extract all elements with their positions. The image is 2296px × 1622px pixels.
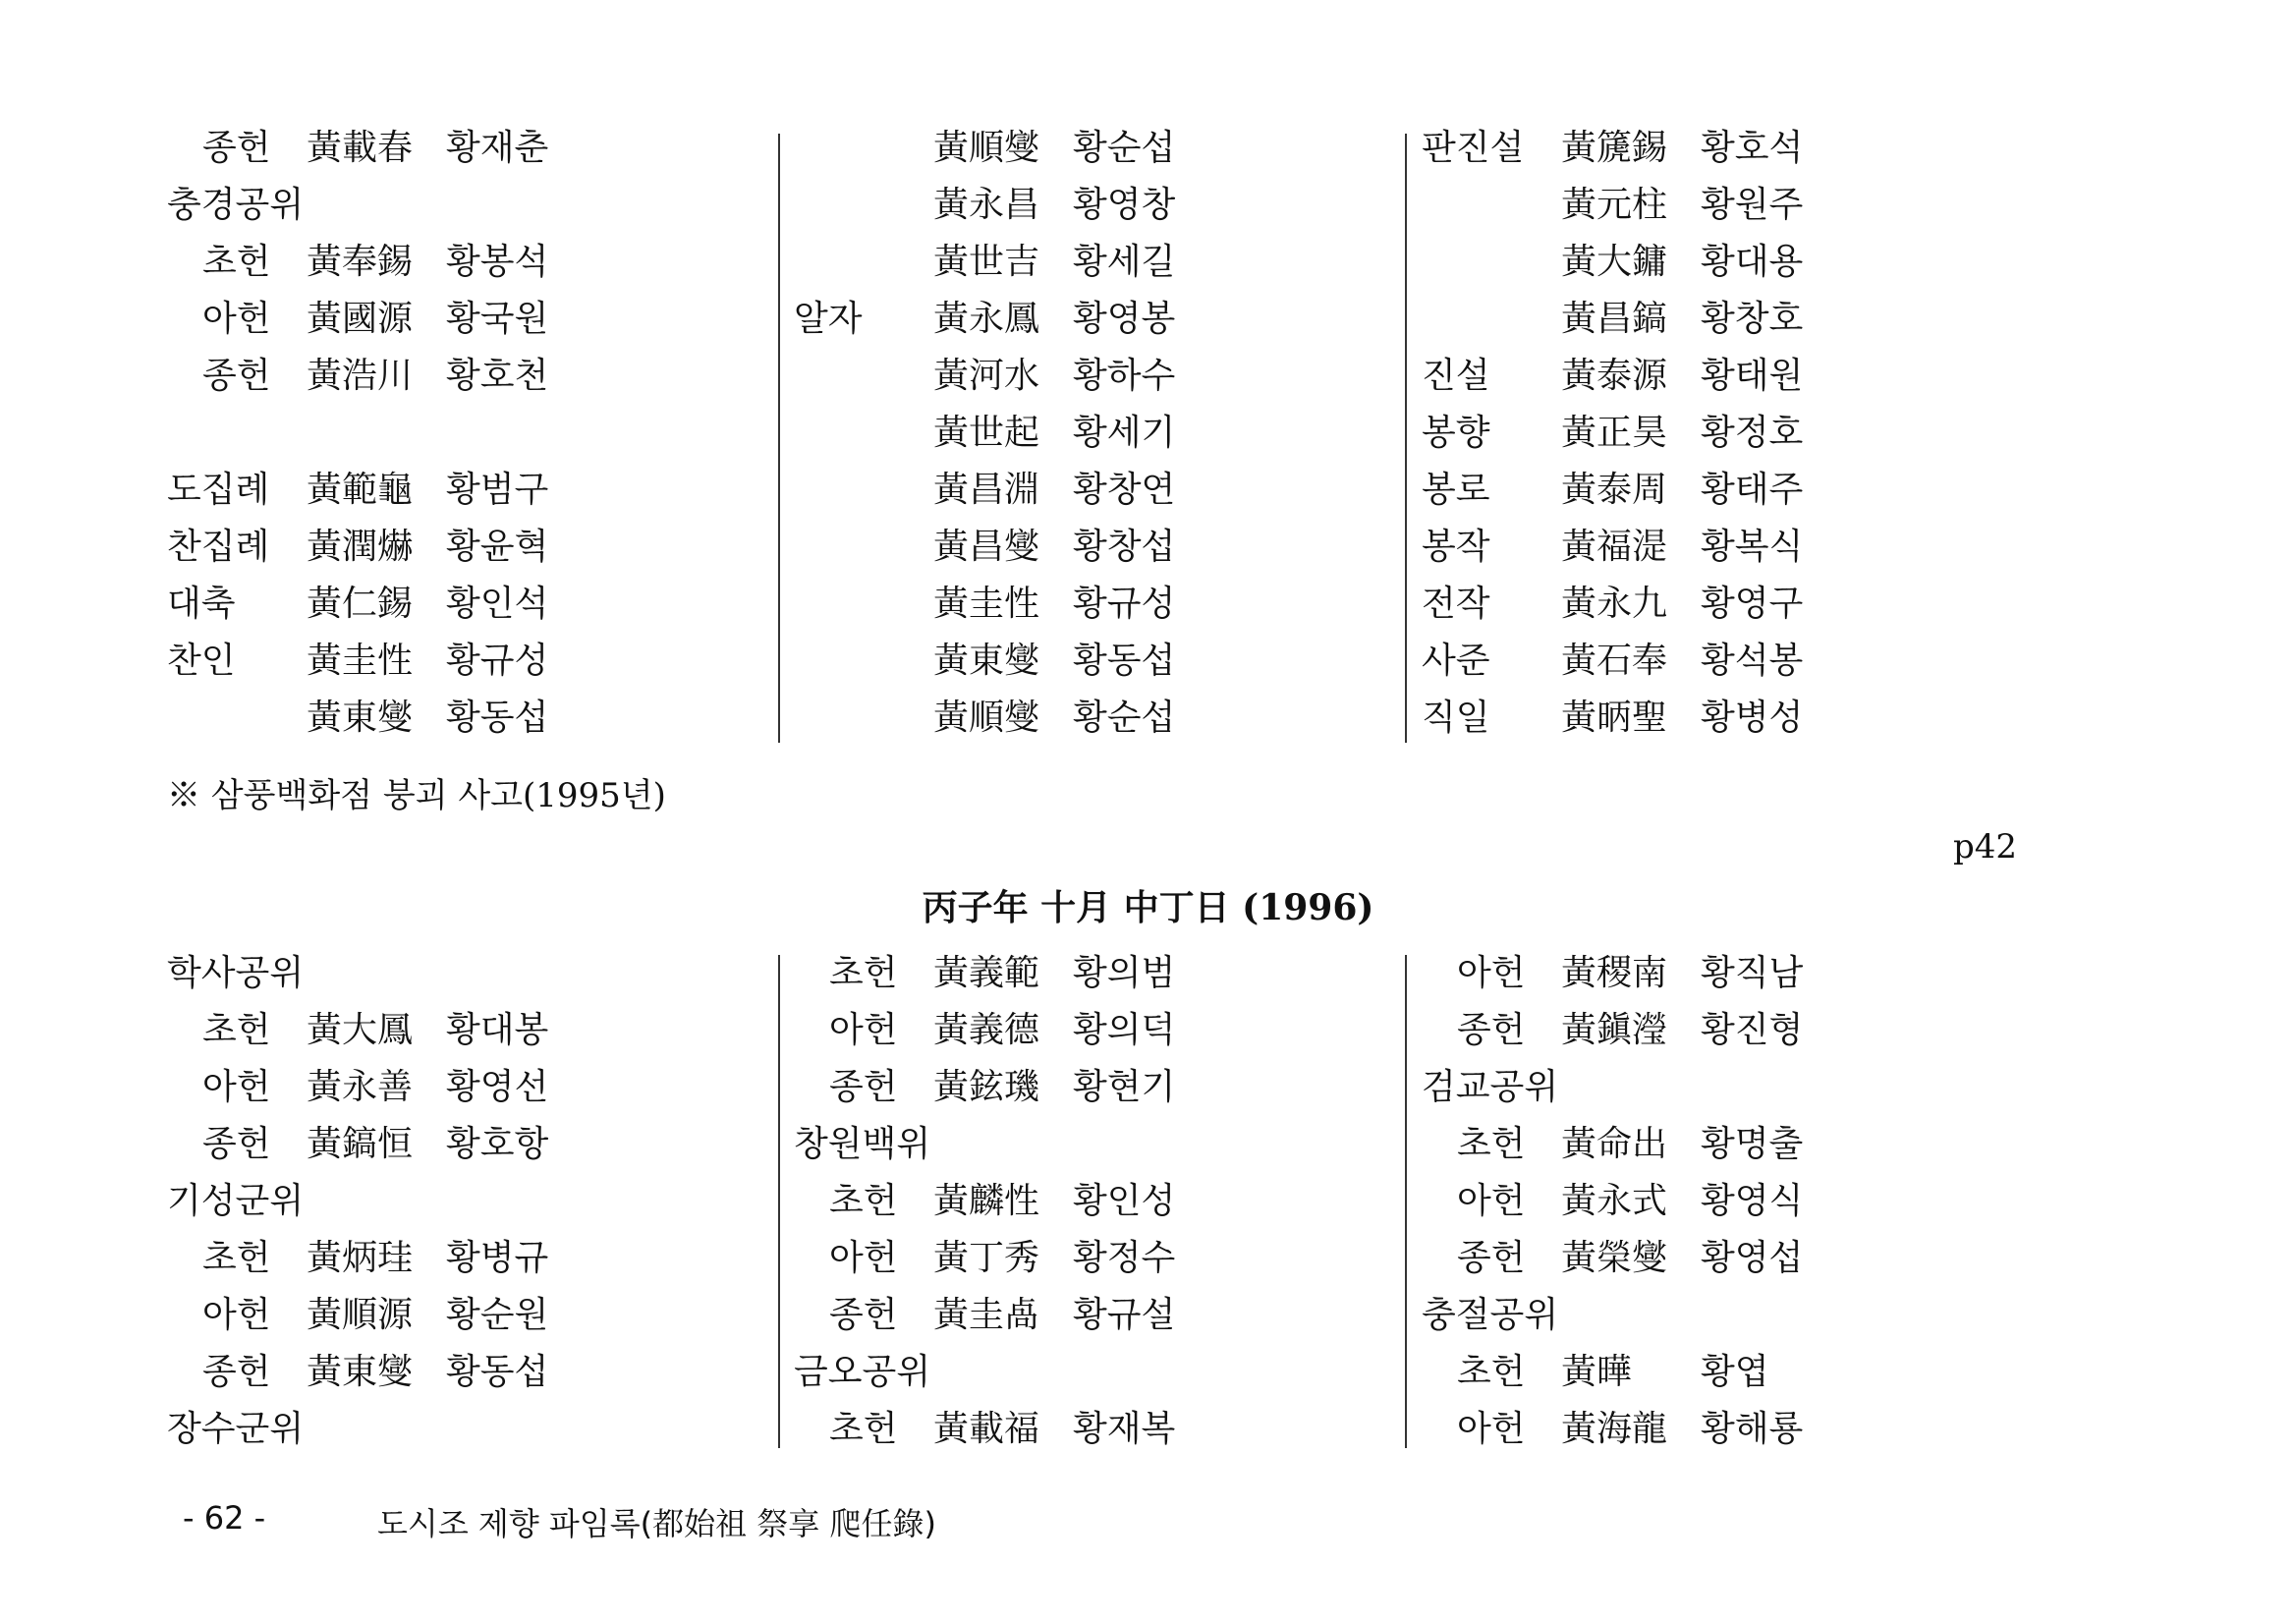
- footer-page-number: - 62 -: [183, 1499, 266, 1537]
- name-hanja: 黃大鏞: [1561, 242, 1668, 282]
- name-hanja: 黃義德: [933, 1010, 1040, 1050]
- name-hangul: 황병규: [446, 1238, 549, 1278]
- name-hangul: 황창호: [1701, 299, 1804, 339]
- role-label: 찬인: [167, 641, 236, 681]
- name-hanja: 黃圭性: [933, 584, 1040, 624]
- group-heading: 창원백위: [794, 1124, 931, 1164]
- name-hanja: 黃永式: [1561, 1181, 1668, 1221]
- name-hanja: 黃稷南: [1561, 953, 1668, 993]
- name-hangul: 황명출: [1701, 1124, 1804, 1164]
- name-hangul: 황정호: [1701, 413, 1804, 453]
- role-label: 종헌: [202, 1352, 271, 1392]
- group-heading: 기성군위: [167, 1181, 305, 1221]
- name-hanja: 黃正昊: [1561, 413, 1668, 453]
- footer-book-title: 도시조 제향 파임록(都始祖 祭享 爬任錄): [377, 1505, 936, 1542]
- name-hanja: 黃仁錫: [307, 584, 414, 624]
- name-hangul: 황직남: [1701, 953, 1804, 993]
- group-heading: 학사공위: [167, 953, 305, 993]
- section-title: 丙子年 十月 中丁日 (1996): [922, 887, 1374, 928]
- name-hangul: 황세길: [1073, 242, 1176, 282]
- name-hanja: 黃東燮: [307, 698, 414, 738]
- name-hanja: 黃命出: [1561, 1124, 1668, 1164]
- page-label: p42: [1953, 827, 2018, 867]
- name-hangul: 황호항: [446, 1124, 549, 1164]
- name-hanja: 黃鎭瀅: [1561, 1010, 1668, 1050]
- name-hangul: 황봉석: [446, 242, 549, 282]
- group-heading: 충경공위: [167, 185, 305, 225]
- group-heading: 검교공위: [1422, 1067, 1559, 1107]
- role-label: 초헌: [202, 1010, 271, 1050]
- name-hanja: 黃昌鎬: [1561, 299, 1668, 339]
- name-hangul: 황동섭: [446, 1352, 549, 1392]
- column-divider: [778, 955, 780, 1448]
- role-label: 아헌: [202, 1295, 271, 1335]
- name-hangul: 황의덕: [1073, 1010, 1176, 1050]
- name-hanja: 黃福湜: [1561, 527, 1668, 567]
- name-hanja: 黃國源: [307, 299, 414, 339]
- name-hangul: 황재복: [1073, 1409, 1176, 1449]
- name-hanja: 黃範龜: [307, 470, 414, 510]
- name-hanja: 黃曄: [1561, 1352, 1633, 1392]
- role-label: 종헌: [202, 128, 271, 168]
- group-heading: 충절공위: [1422, 1295, 1559, 1335]
- role-label: 종헌: [202, 1124, 271, 1164]
- name-hanja: 黃載春: [307, 128, 414, 168]
- group-heading: 금오공위: [794, 1352, 931, 1392]
- name-hangul: 황해룡: [1701, 1409, 1804, 1449]
- name-hanja: 黃圭卨: [933, 1295, 1040, 1335]
- name-hangul: 황윤혁: [446, 527, 549, 567]
- role-label: 초헌: [1457, 1352, 1526, 1392]
- role-label: 진설: [1422, 356, 1490, 396]
- name-hanja: 黃圭性: [307, 641, 414, 681]
- name-hanja: 黃順燮: [933, 128, 1040, 168]
- name-hanja: 黃元柱: [1561, 185, 1668, 225]
- name-hangul: 황순원: [446, 1295, 549, 1335]
- name-hangul: 황영구: [1701, 584, 1804, 624]
- name-hangul: 황태주: [1701, 470, 1804, 510]
- name-hangul: 황규성: [446, 641, 549, 681]
- footnote: ※ 삼풍백화점 붕괴 사고(1995년): [167, 776, 666, 815]
- name-hanja: 黃泰周: [1561, 470, 1668, 510]
- name-hanja: 黃麟性: [933, 1181, 1040, 1221]
- name-hanja: 黃東燮: [307, 1352, 414, 1392]
- name-hangul: 황대봉: [446, 1010, 549, 1050]
- name-hangul: 황원주: [1701, 185, 1804, 225]
- role-label: 봉로: [1422, 470, 1490, 510]
- name-hangul: 황범구: [446, 470, 549, 510]
- role-label: 종헌: [829, 1067, 898, 1107]
- name-hangul: 황인석: [446, 584, 549, 624]
- role-label: 종헌: [829, 1295, 898, 1335]
- role-label: 직일: [1422, 698, 1490, 738]
- name-hanja: 黃鉉璣: [933, 1067, 1040, 1107]
- role-label: 아헌: [829, 1010, 898, 1050]
- role-label: 판진설: [1422, 128, 1525, 168]
- name-hangul: 황동섭: [1073, 641, 1176, 681]
- name-hangul: 황영섭: [1701, 1238, 1804, 1278]
- name-hangul: 황엽: [1701, 1352, 1769, 1392]
- role-label: 초헌: [202, 1238, 271, 1278]
- name-hangul: 황복식: [1701, 527, 1804, 567]
- role-label: 종헌: [202, 356, 271, 396]
- name-hangul: 황인성: [1073, 1181, 1176, 1221]
- name-hangul: 황진형: [1701, 1010, 1804, 1050]
- name-hanja: 黃永九: [1561, 584, 1668, 624]
- name-hangul: 황영선: [446, 1067, 549, 1107]
- role-label: 초헌: [829, 953, 898, 993]
- name-hangul: 황태원: [1701, 356, 1804, 396]
- name-hangul: 황영봉: [1073, 299, 1176, 339]
- name-hanja: 黃石奉: [1561, 641, 1668, 681]
- column-divider: [778, 134, 780, 743]
- name-hanja: 黃昞聖: [1561, 698, 1668, 738]
- name-hangul: 황동섭: [446, 698, 549, 738]
- role-label: 알자: [794, 299, 863, 339]
- name-hanja: 黃炳珪: [307, 1238, 414, 1278]
- name-hanja: 黃浩川: [307, 356, 414, 396]
- name-hanja: 黃永善: [307, 1067, 414, 1107]
- name-hangul: 황의범: [1073, 953, 1176, 993]
- name-hanja: 黃篪錫: [1561, 128, 1668, 168]
- name-hangul: 황규성: [1073, 584, 1176, 624]
- name-hanja: 黃海龍: [1561, 1409, 1668, 1449]
- role-label: 아헌: [1457, 1409, 1526, 1449]
- role-label: 종헌: [1457, 1238, 1526, 1278]
- column-divider: [1405, 955, 1407, 1448]
- name-hanja: 黃奉錫: [307, 242, 414, 282]
- role-label: 아헌: [202, 299, 271, 339]
- role-label: 도집례: [167, 470, 270, 510]
- name-hanja: 黃鎬恒: [307, 1124, 414, 1164]
- role-label: 사준: [1422, 641, 1490, 681]
- name-hangul: 황창연: [1073, 470, 1176, 510]
- name-hangul: 황대용: [1701, 242, 1804, 282]
- name-hangul: 황하수: [1073, 356, 1176, 396]
- name-hanja: 黃昌淵: [933, 470, 1040, 510]
- role-label: 대축: [167, 584, 236, 624]
- role-label: 초헌: [829, 1181, 898, 1221]
- role-label: 아헌: [1457, 953, 1526, 993]
- name-hanja: 黃泰源: [1561, 356, 1668, 396]
- name-hanja: 黃永昌: [933, 185, 1040, 225]
- name-hanja: 黃榮燮: [1561, 1238, 1668, 1278]
- name-hangul: 황재춘: [446, 128, 549, 168]
- name-hangul: 황병성: [1701, 698, 1804, 738]
- role-label: 아헌: [1457, 1181, 1526, 1221]
- role-label: 초헌: [829, 1409, 898, 1449]
- name-hanja: 黃義範: [933, 953, 1040, 993]
- role-label: 봉향: [1422, 413, 1490, 453]
- role-label: 찬집례: [167, 527, 270, 567]
- name-hanja: 黃世起: [933, 413, 1040, 453]
- name-hangul: 황순섭: [1073, 698, 1176, 738]
- name-hanja: 黃潤爀: [307, 527, 414, 567]
- name-hangul: 황규설: [1073, 1295, 1176, 1335]
- role-label: 봉작: [1422, 527, 1490, 567]
- role-label: 전작: [1422, 584, 1490, 624]
- name-hangul: 황정수: [1073, 1238, 1176, 1278]
- name-hanja: 黃順源: [307, 1295, 414, 1335]
- name-hanja: 黃永鳳: [933, 299, 1040, 339]
- name-hangul: 황영식: [1701, 1181, 1804, 1221]
- name-hanja: 黃大鳳: [307, 1010, 414, 1050]
- name-hangul: 황호석: [1701, 128, 1804, 168]
- role-label: 초헌: [1457, 1124, 1526, 1164]
- role-label: 종헌: [1457, 1010, 1526, 1050]
- name-hangul: 황세기: [1073, 413, 1176, 453]
- name-hanja: 黃順燮: [933, 698, 1040, 738]
- column-divider: [1405, 134, 1407, 743]
- name-hanja: 黃昌燮: [933, 527, 1040, 567]
- name-hangul: 황석봉: [1701, 641, 1804, 681]
- name-hanja: 黃世吉: [933, 242, 1040, 282]
- name-hangul: 황창섭: [1073, 527, 1176, 567]
- name-hangul: 황영창: [1073, 185, 1176, 225]
- name-hanja: 黃載福: [933, 1409, 1040, 1449]
- name-hangul: 황국원: [446, 299, 549, 339]
- name-hanja: 黃東燮: [933, 641, 1040, 681]
- role-label: 아헌: [829, 1238, 898, 1278]
- name-hangul: 황현기: [1073, 1067, 1176, 1107]
- role-label: 초헌: [202, 242, 271, 282]
- name-hanja: 黃丁秀: [933, 1238, 1040, 1278]
- role-label: 아헌: [202, 1067, 271, 1107]
- group-heading: 장수군위: [167, 1409, 305, 1449]
- name-hangul: 황순섭: [1073, 128, 1176, 168]
- name-hangul: 황호천: [446, 356, 549, 396]
- name-hanja: 黃河水: [933, 356, 1040, 396]
